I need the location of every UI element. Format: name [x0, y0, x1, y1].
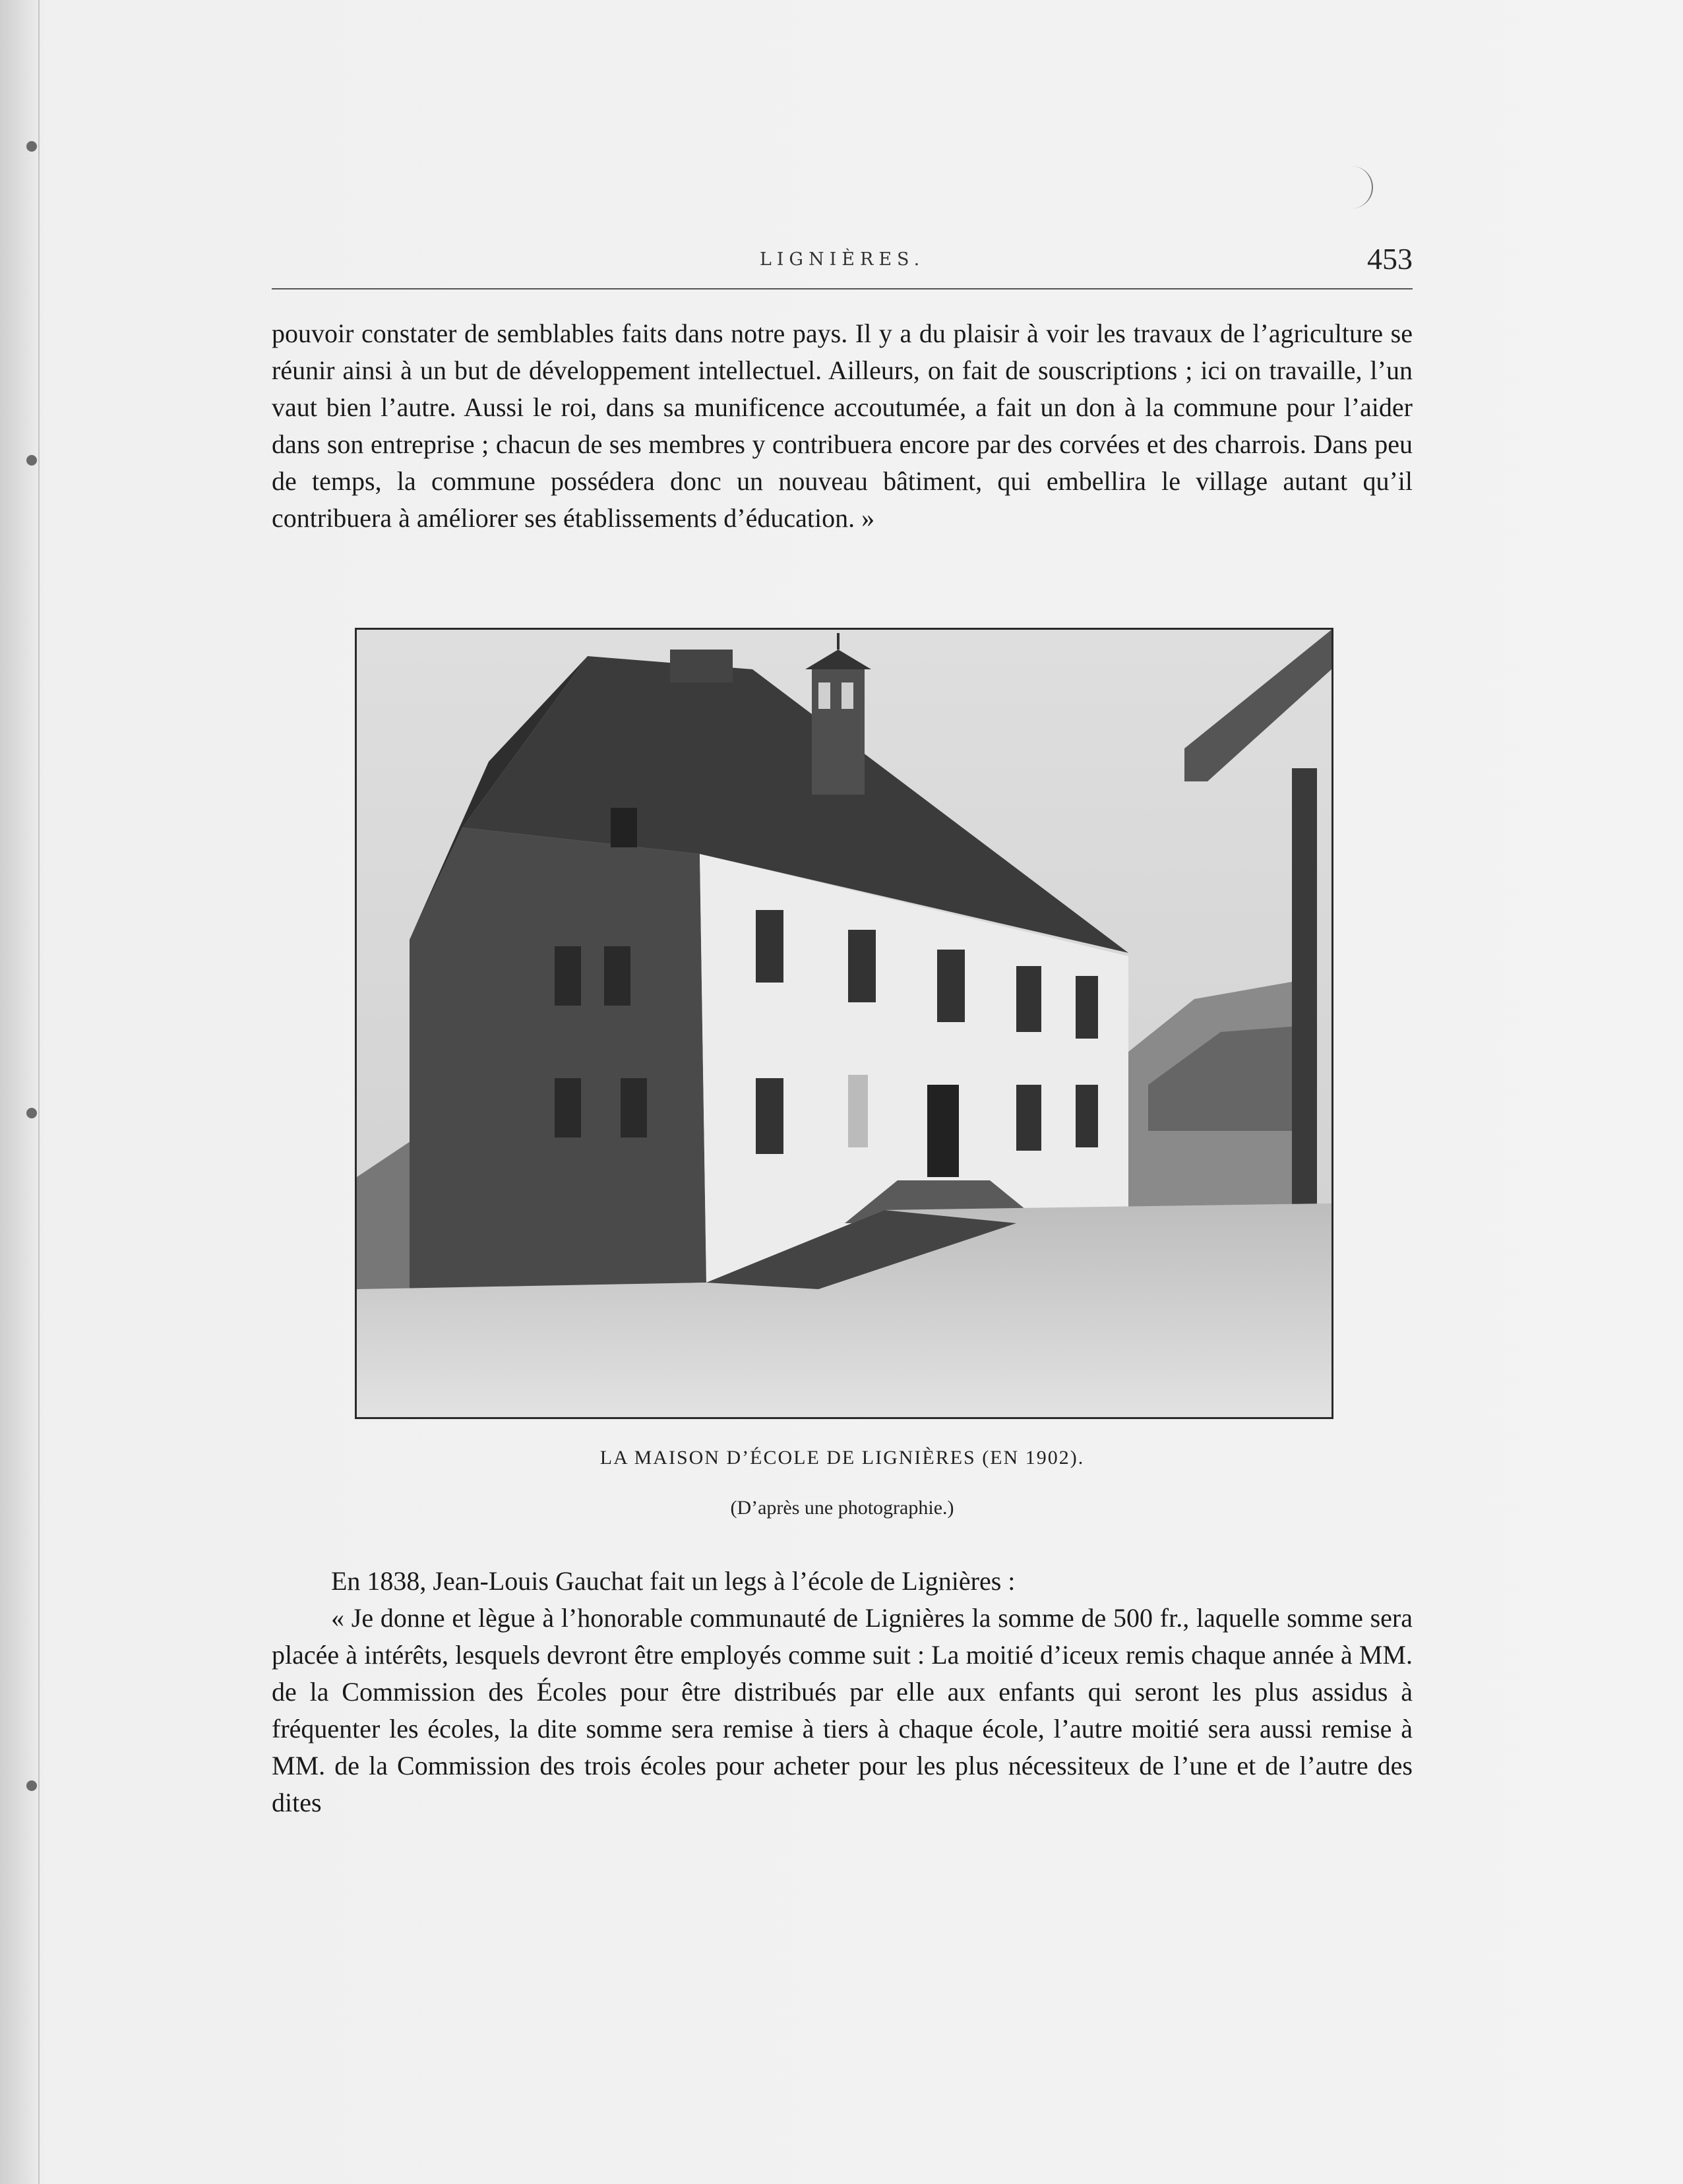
paragraph-text: pouvoir constater de semblables faits dans notre pays. Il y a du plaisir à voir les travaux de l’agriculture se réunir ainsi à un but de développement intellectuel. Ailleurs, on fait de souscriptions ; ici on travaille, l’un vaut bien l’autre. Aussi le roi, dans sa munificence accoutumée, a fait un don à la commune pour l’aider dans son entreprise ; chacun de ses membres y contribuera encore par des corvées et des charrois. Dans peu de temps, la commune possédera donc un nouveau bâtiment, qui embellira le village autant qu’il contribuera à améliorer ses établissements d’éducation. » — [272, 318, 1413, 533]
figure-caption: LA MAISON D’ÉCOLE DE LIGNIÈRES (EN 1902). — [599, 1447, 1085, 1469]
pencil-mark — [1339, 166, 1373, 208]
staple-mark — [26, 455, 37, 466]
paragraph-text: « Je donne et lègue à l’honorable communauté de Lignières la somme de 500 fr., laquelle somme sera placée à intérêts, lesquels devront être employés comme suit : La moitié d’iceux remis chaque année à MM. de la Commission des Écoles pour être distribués par elle aux enfants qui seront les plus assidus à fréquenter les écoles, la dite somme sera remise à tiers à chaque école, l’autre moitié sera aussi remise à MM. de la Commission des trois écoles pour acheter pour les plus nécessiteux de l’une et de l’autre des dites — [272, 1603, 1413, 1817]
running-title: LIGNIÈRES. — [759, 249, 925, 270]
page-number: 453 — [1367, 242, 1413, 276]
schoolhouse-photograph — [355, 628, 1333, 1419]
body-section — [272, 1563, 1413, 1821]
staple-mark — [26, 141, 37, 152]
figure-credit: (D’après une photographie.) — [730, 1497, 954, 1519]
page-header — [272, 243, 1413, 290]
paragraph-text: En 1838, Jean-Louis Gauchat fait un legs à l’école de Lignières : — [331, 1566, 1016, 1596]
photograph-illustration — [357, 630, 1331, 1417]
staple-mark — [26, 1108, 37, 1118]
page-binding — [0, 0, 40, 2184]
staple-mark — [26, 1780, 37, 1791]
header-rule — [272, 288, 1413, 289]
paragraph-continuation — [272, 315, 1413, 537]
